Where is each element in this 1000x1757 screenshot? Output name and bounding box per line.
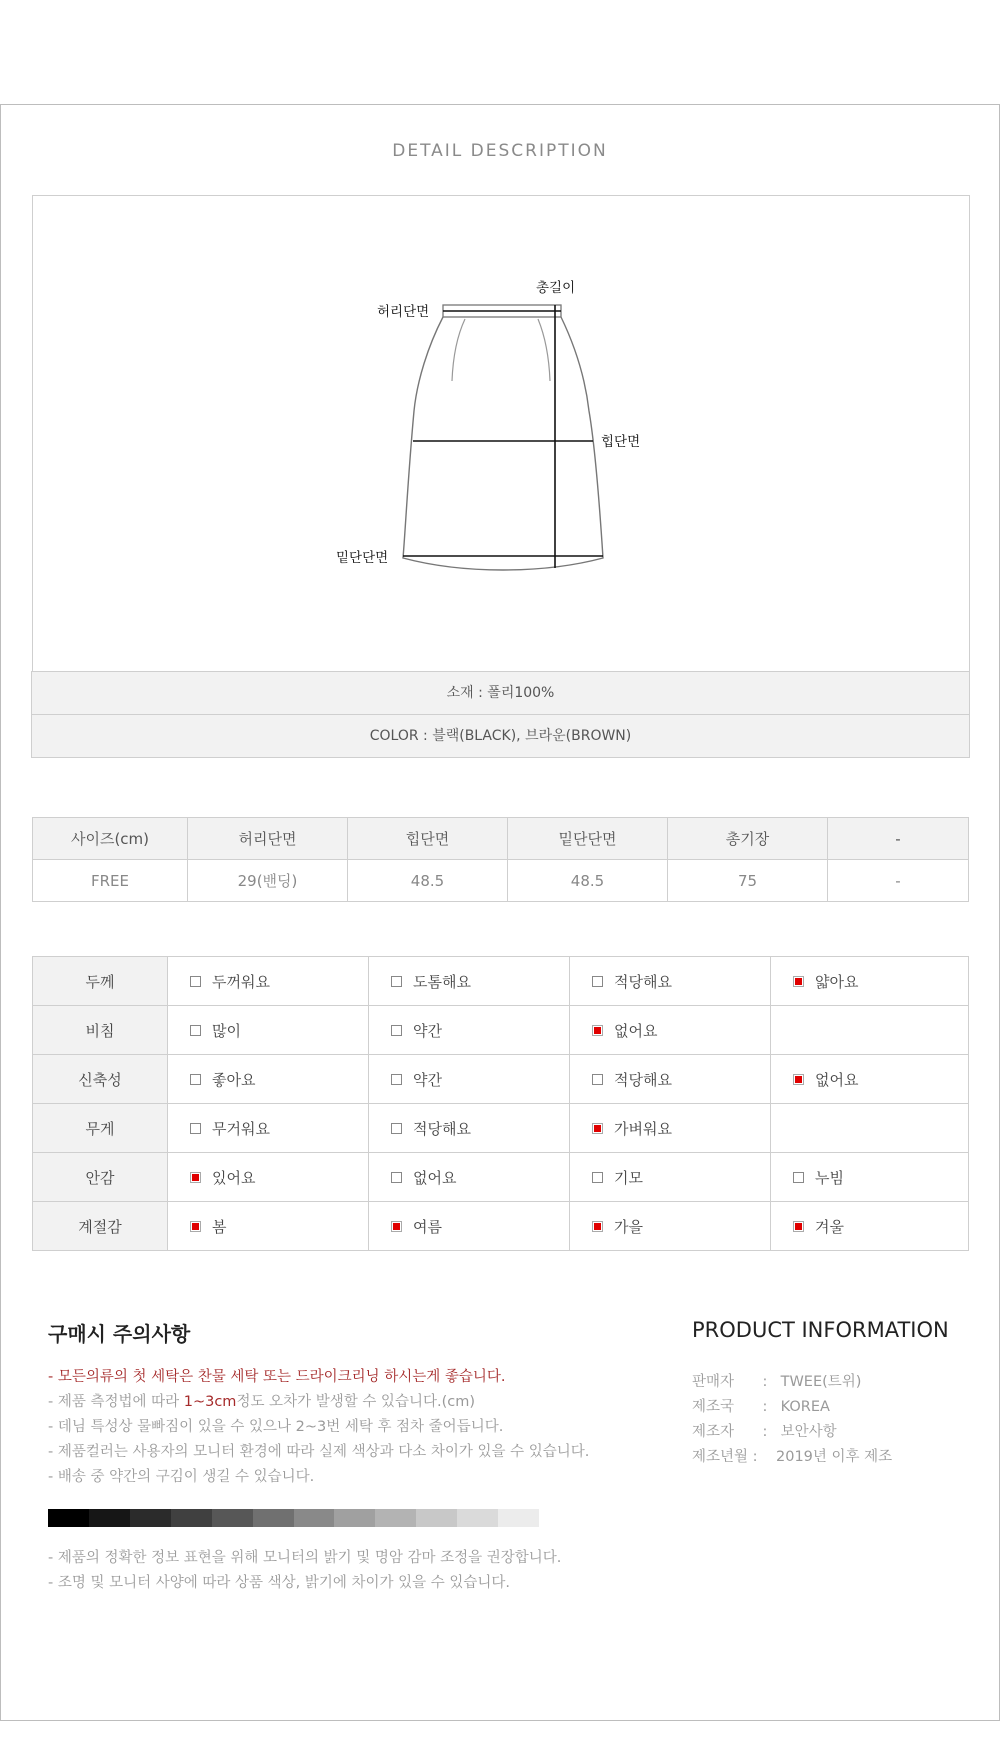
product-info-title: PRODUCT INFORMATION [692,1318,949,1342]
feature-option-cell [369,1202,570,1251]
unchecked-box-icon [793,1172,804,1183]
table-row [33,860,969,902]
table-row [33,1006,969,1055]
feature-option-label: 적당해요 [614,1070,672,1089]
gray-swatch [212,1509,253,1527]
gray-swatch [89,1509,130,1527]
checked-box-icon [391,1221,402,1232]
gray-swatch [375,1509,416,1527]
feature-label: 계절감 [33,1202,168,1251]
product-info-list [692,1370,892,1470]
product-info-key: 제조년월 : [692,1449,758,1465]
feature-option-label: 얇아요 [815,972,859,991]
skirt-dart-left [452,319,465,381]
product-info-separator: : [762,1374,768,1390]
feature-option-cell [570,1153,771,1202]
feature-option-cell [570,1202,771,1251]
feature-option-cell [369,1006,570,1055]
feature-option-cell [369,1055,570,1104]
product-info-key: 제조국 [692,1399,735,1415]
notice-line: - 조명 및 모니터 사양에 따라 상품 색상, 밝기에 차이가 있을 수 있습니다. [48,1575,510,1591]
size-header-cell: 허리단면 [188,818,348,860]
feature-label: 안감 [33,1153,168,1202]
size-table [32,817,969,902]
product-info-row [692,1370,892,1395]
checked-box-icon [793,976,804,987]
gray-swatch [130,1509,171,1527]
section-title: DETAIL DESCRIPTION [392,141,608,161]
size-header-cell: 사이즈(cm) [33,818,188,860]
feature-option-cell [771,1055,969,1104]
unchecked-box-icon [391,1172,402,1183]
feature-option-label: 있어요 [212,1168,256,1187]
size-value-cell: - [828,860,969,902]
checked-box-icon [592,1123,603,1134]
size-value-cell: FREE [33,860,188,902]
monitor-notice [48,1546,561,1596]
gray-swatch [253,1509,294,1527]
grayscale-swatch-bar [48,1509,539,1527]
feature-option-label: 무거워요 [212,1119,270,1138]
unchecked-box-icon [391,1025,402,1036]
notice-list [48,1365,589,1490]
unchecked-box-icon [391,1074,402,1085]
unchecked-box-icon [592,976,603,987]
size-header-cell: 총기장 [668,818,828,860]
feature-option-cell [570,1104,771,1153]
product-info-value: TWEE(트위) [780,1374,862,1390]
feature-option-label: 없어요 [614,1021,658,1040]
feature-option-cell [168,957,369,1006]
feature-option-label: 좋아요 [212,1070,256,1089]
unchecked-box-icon [391,976,402,987]
product-info-separator: : [762,1399,768,1415]
feature-option-label: 가을 [614,1217,643,1236]
checked-box-icon [592,1221,603,1232]
feature-option-cell [570,1006,771,1055]
checked-box-icon [190,1221,201,1232]
feature-option-cell [168,1104,369,1153]
feature-label: 신축성 [33,1055,168,1104]
feature-option-cell [369,957,570,1006]
table-row [33,1153,969,1202]
feature-option-cell [771,957,969,1006]
product-info-key: 제조자 [692,1424,735,1440]
gray-swatch [416,1509,457,1527]
notice-line: - 모든의류의 첫 세탁은 찬물 세탁 또는 드라이크리닝 하시는게 좋습니다. [48,1369,506,1385]
product-info-key: 판매자 [692,1374,735,1390]
notice-line: - 제품컬러는 사용자의 모니터 환경에 따라 실제 색상과 다소 차이가 있을 수 있습니다. [48,1444,590,1460]
feature-option-label: 적당해요 [413,1119,471,1138]
feature-option-cell [570,1055,771,1104]
feature-option-label: 약간 [413,1021,442,1040]
unchecked-box-icon [190,976,201,987]
unchecked-box-icon [190,1025,201,1036]
feature-option-label: 약간 [413,1070,442,1089]
feature-table [32,956,969,1251]
checked-box-icon [793,1074,804,1085]
product-info-row [692,1395,892,1420]
feature-option-cell [168,1055,369,1104]
feature-option-label: 없어요 [815,1070,859,1089]
feature-option-cell [771,1153,969,1202]
size-header-cell: 밑단단면 [508,818,668,860]
feature-option-cell [369,1104,570,1153]
notice-title: 구매시 주의사항 [48,1322,191,1346]
feature-option-label: 두꺼워요 [212,972,270,991]
feature-option-cell [168,1202,369,1251]
product-info-value: 보안사항 [780,1424,837,1440]
gray-swatch [457,1509,498,1527]
hem-label: 밑단단면 [336,550,389,566]
product-info-row [692,1420,892,1445]
notice-text: 정도 오차가 발생할 수 있습니다.(cm) [236,1394,475,1410]
feature-option-label: 많이 [212,1021,241,1040]
feature-option-cell [570,957,771,1006]
size-header-cell: 힙단면 [348,818,508,860]
skirt-dart-right [538,319,550,381]
unchecked-box-icon [391,1123,402,1134]
feature-option-label: 누빔 [815,1168,844,1187]
notice-line: - 제품의 정확한 정보 표현을 위해 모니터의 밝기 및 명암 감마 조정을 권장합니다. [48,1550,562,1566]
color-row: COLOR : 블랙(BLACK), 브라운(BROWN) [31,714,970,758]
feature-option-label: 기모 [614,1168,643,1187]
feature-option-label: 가벼워요 [614,1119,672,1138]
size-table-header [33,818,969,860]
notice-line: - 배송 중 약간의 구김이 생길 수 있습니다. [48,1469,315,1485]
checked-box-icon [190,1172,201,1183]
unchecked-box-icon [190,1123,201,1134]
product-info-value: 2019년 이후 제조 [776,1449,893,1465]
size-value-cell: 75 [668,860,828,902]
notice-text: - 제품 측정법에 따라 [48,1394,184,1410]
unchecked-box-icon [190,1074,201,1085]
size-value-cell: 48.5 [508,860,668,902]
notice-line: - 데님 특성상 물빠짐이 있을 수 있으나 2~3번 세탁 후 점차 줄어듭니다. [48,1419,504,1435]
table-row [33,1104,969,1153]
checked-box-icon [592,1025,603,1036]
gray-swatch [498,1509,539,1527]
skirt-diagram [33,196,969,673]
total-length-label: 총길이 [536,280,576,296]
gray-swatch [48,1509,89,1527]
feature-option-cell [168,1153,369,1202]
gray-swatch [171,1509,212,1527]
unchecked-box-icon [592,1074,603,1085]
feature-option-cell [771,1104,969,1153]
size-value-cell: 29(밴딩) [188,860,348,902]
feature-option-label: 없어요 [413,1168,457,1187]
unchecked-box-icon [592,1172,603,1183]
feature-option-label: 적당해요 [614,972,672,991]
feature-option-cell [168,1006,369,1055]
notice-line [48,1390,589,1415]
gray-swatch [294,1509,335,1527]
product-info-value: KOREA [780,1399,830,1415]
size-diagram-box [32,195,970,673]
feature-option-cell [771,1006,969,1055]
size-value-cell: 48.5 [348,860,508,902]
notice-highlight: 1~3cm [183,1394,237,1410]
table-row [33,1202,969,1251]
product-info-separator: : [762,1424,768,1440]
hip-label: 힙단면 [601,434,641,450]
size-header-cell: - [828,818,969,860]
skirt-outline [403,317,603,570]
feature-option-label: 겨울 [815,1217,844,1236]
feature-label: 무게 [33,1104,168,1153]
feature-label: 두께 [33,957,168,1006]
product-info-row [692,1445,892,1470]
gray-swatch [334,1509,375,1527]
feature-option-label: 봄 [212,1217,227,1236]
table-row [33,1055,969,1104]
feature-option-cell [369,1153,570,1202]
checked-box-icon [793,1221,804,1232]
feature-option-label: 여름 [413,1217,442,1236]
table-row [33,957,969,1006]
feature-option-label: 도톰해요 [413,972,471,991]
waist-label: 허리단면 [377,304,430,320]
feature-label: 비침 [33,1006,168,1055]
material-row: 소재 : 폴리100% [31,671,970,715]
feature-option-cell [771,1202,969,1251]
